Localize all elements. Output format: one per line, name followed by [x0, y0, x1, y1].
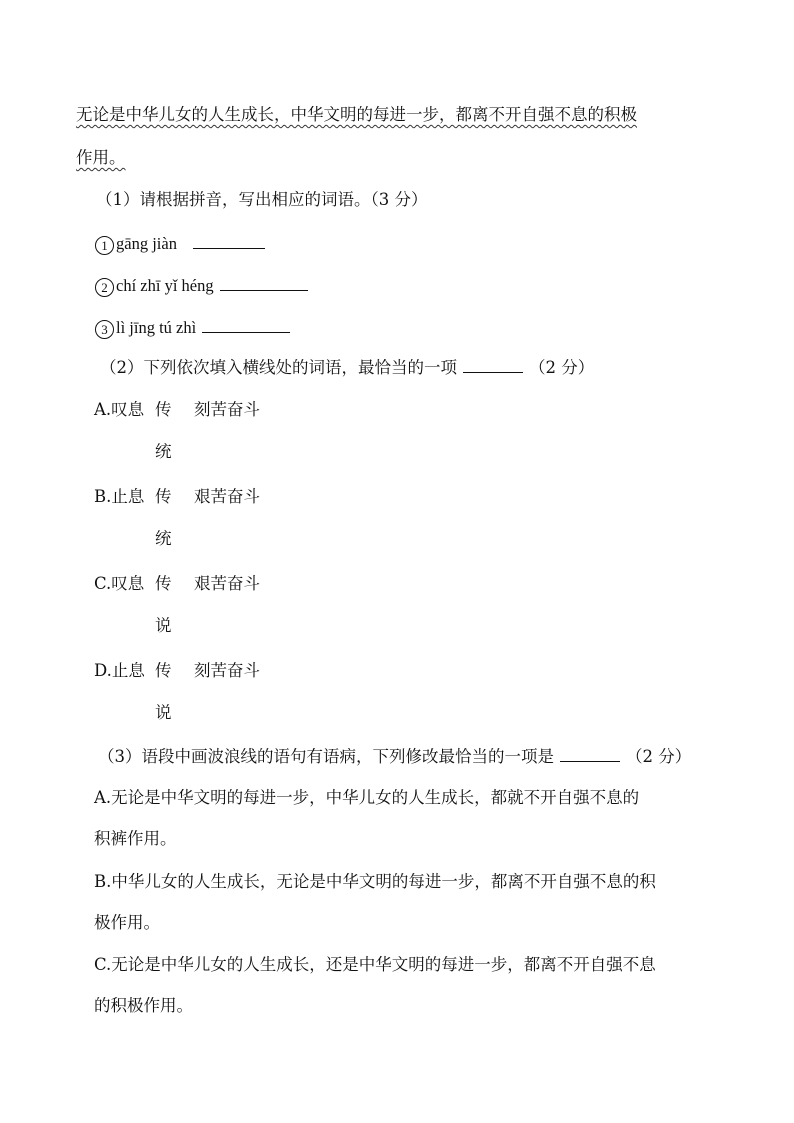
q3-option-c-cont: 的积极作用。 — [94, 996, 193, 1015]
q2-option-d-word1-cont: 说 — [155, 703, 172, 722]
passage-line-2 — [76, 147, 126, 169]
q2-option-c-word1-cont: 说 — [155, 616, 172, 635]
circled-number-2: 2 — [95, 278, 114, 297]
pinyin-text: gāng jiàn — [116, 234, 177, 253]
pinyin-text: chí zhī yǐ héng — [116, 276, 214, 295]
q2-option-b-word2: 艰苦奋斗 — [194, 487, 260, 506]
q1-item-2 — [95, 274, 308, 297]
q2-option-c-word2: 艰苦奋斗 — [194, 574, 260, 593]
q3-option-a-cont: 积裤作用。 — [94, 829, 177, 848]
q2-option-b-word1: 传 — [155, 487, 172, 506]
wavy-underlined-sentence: 无论是中华儿女的人生成长，中华文明的每进一步，都离不开自强不息的积极 — [76, 105, 637, 124]
answer-blank[interactable] — [202, 316, 290, 333]
q1-item-1 — [95, 232, 265, 255]
q2-option-d[interactable] — [94, 660, 145, 682]
q2-option-a[interactable] — [94, 399, 144, 421]
q3-prompt-text: （3）语段中画波浪线的语句有语病，下列修改最恰当的一项是 — [98, 747, 554, 766]
q3-points: （2 分） — [626, 747, 692, 766]
pinyin-text: lì jīng tú zhì — [116, 318, 197, 337]
q2-option-a-word1-cont: 统 — [155, 442, 172, 461]
q2-option-d-word2: 刻苦奋斗 — [194, 661, 260, 680]
q2-prompt-text: （2）下列依次填入横线处的词语，最恰当的一项 — [100, 358, 457, 377]
q1-item-3 — [95, 316, 290, 339]
question-3-prompt — [98, 745, 691, 768]
circled-number-3: 3 — [95, 320, 114, 339]
passage-line-1 — [76, 104, 637, 126]
option-label: B.止息 — [94, 487, 145, 506]
q3-option-b[interactable]: B.中华儿女的人生成长，无论是中华文明的每进一步，都离不开自强不息的积 — [94, 872, 656, 891]
q3-option-a[interactable]: A.无论是中华文明的每进一步，中华儿女的人生成长，都就不开自强不息的 — [94, 788, 640, 807]
question-2-prompt — [100, 356, 594, 379]
option-label: A.叹息 — [94, 400, 145, 419]
q2-option-a-word1: 传 — [155, 400, 172, 419]
option-label: D.止息 — [94, 661, 145, 680]
q3-option-b-cont: 极作用。 — [94, 913, 160, 932]
wavy-underlined-sentence-end: 作用。 — [76, 148, 126, 167]
q2-points: （2 分） — [529, 358, 595, 377]
q2-option-d-word1: 传 — [155, 661, 172, 680]
q3-option-c[interactable]: C.无论是中华儿女的人生成长，还是中华文明的每进一步，都离不开自强不息 — [94, 955, 656, 974]
answer-blank[interactable] — [560, 745, 620, 762]
answer-blank[interactable] — [193, 232, 265, 249]
answer-blank[interactable] — [463, 356, 523, 373]
q2-option-b[interactable] — [94, 486, 144, 508]
question-1-prompt: （1）请根据拼音，写出相应的词语。（3 分） — [96, 190, 428, 209]
q2-option-c[interactable] — [94, 573, 144, 595]
q2-option-c-word1: 传 — [155, 574, 172, 593]
option-label: C.叹息 — [94, 574, 145, 593]
q2-option-a-word2: 刻苦奋斗 — [194, 400, 260, 419]
answer-blank[interactable] — [220, 274, 308, 291]
q2-option-b-word1-cont: 统 — [155, 529, 172, 548]
circled-number-1: 1 — [95, 236, 114, 255]
